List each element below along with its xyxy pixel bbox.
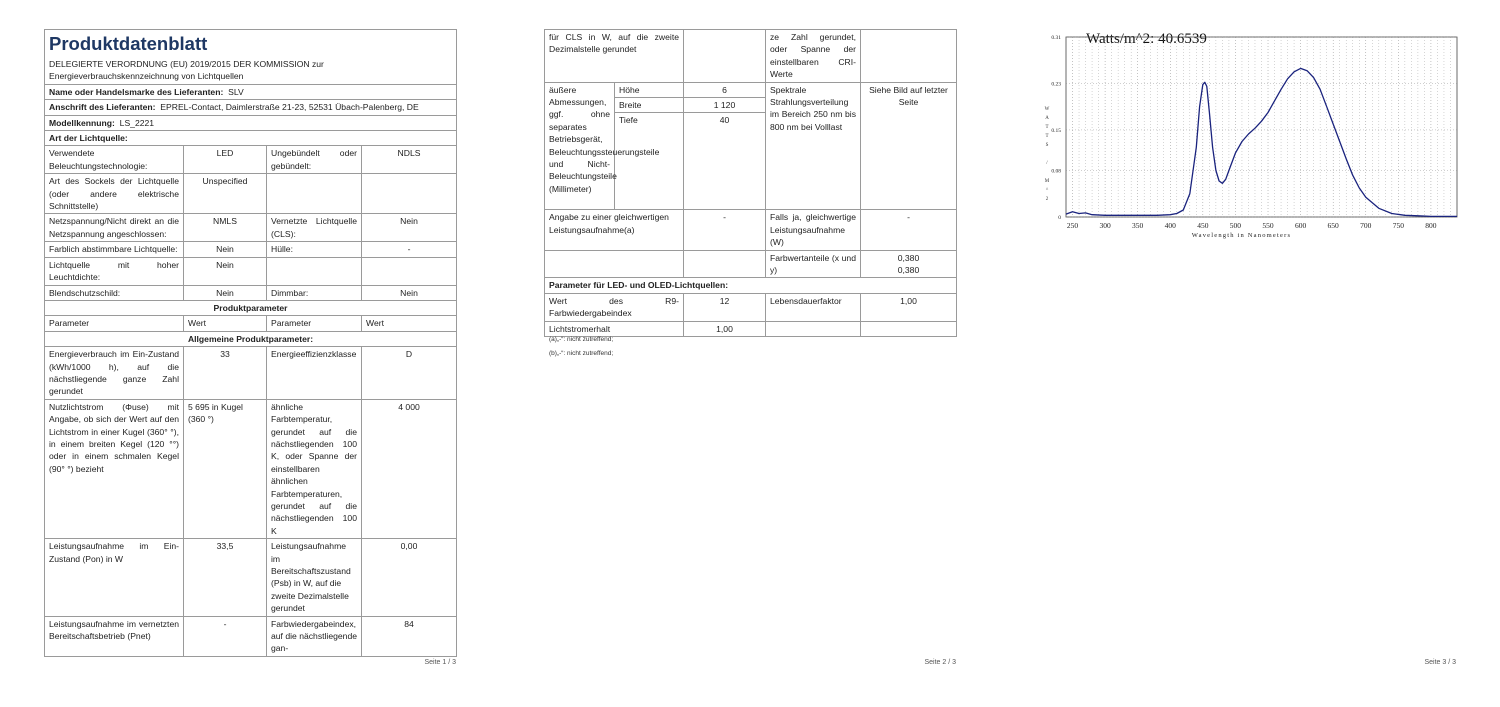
chart-title: Watts/m^2: 40.6539 [1086,31,1207,47]
y-tick-label: 0.15 [1051,127,1061,134]
cell-label: Hülle: [267,242,362,257]
cell-label: Ungebündelt oder gebündelt: [267,146,362,174]
dimension-name: Breite [615,98,684,113]
cell-label: Wert des R9-Farbwiedergabeindex [545,293,684,321]
table-row [45,214,457,242]
supplier-value: SLV [228,86,244,97]
y-axis-label-char: S [1045,143,1049,148]
table-row [45,399,457,538]
column-header: Wert [362,316,457,331]
dimension-name: Tiefe [615,113,684,210]
y-axis-label-char: ^ [1045,188,1049,193]
cell-label: Energieeffizienzklasse [267,347,362,400]
y-tick-label: 0.31 [1051,35,1061,41]
regulation-subtitle: DELEGIERTE VERORDNUNG (EU) 2019/2015 DER KOMMISSION zur Energieverbrauchskennzeichnung von Lichtquellen [45,57,457,84]
supplier-label: Name oder Handelsmarke des Lieferanten: [49,86,224,97]
cell-value: 0,00 [362,539,457,616]
cell-label: ze Zahl gerundet, oder Spanne der einstellbaren CRI-Werte [766,30,861,83]
x-tick-label: 350 [1132,221,1144,230]
chromaticity-values [861,250,957,278]
cell-value: NMLS [184,214,267,242]
cell-value: Nein [184,242,267,257]
chromaticity-y: 0,380 [897,265,920,276]
cell-label: Dimmbar: [267,285,362,300]
spectral-label: Spektrale Strahlungsverteilung im Bereich 250 nm bis 800 nm bei Volllast [766,82,861,210]
x-tick-label: 550 [1262,221,1274,230]
y-axis-label-char: T [1045,134,1049,139]
cell-value: NDLS [362,146,457,174]
x-tick-label: 450 [1197,221,1209,230]
cell-value: LED [184,146,267,174]
address-row [45,100,457,115]
x-tick-label: 300 [1099,221,1111,230]
cell-value [861,30,957,83]
cell-value: Nein [184,257,267,285]
y-tick-label: 0.23 [1051,81,1061,88]
supplier-row [45,84,457,99]
page-number: Seite 1 / 3 [424,659,456,666]
model-label: Modellkennung: [49,117,115,128]
model-row [45,115,457,130]
dimensions-label: äußere Abmessungen, ggf. ohne separates Betriebsgerät, Beleuchtungssteuerungsteile und Nicht-Beleuchtungsteile (Millimeter) [545,82,615,210]
cell-value: - [861,210,957,250]
cell-value: - [684,210,766,250]
table-row [45,285,457,300]
y-axis-label-char: A [1045,116,1049,121]
table-row [45,174,457,214]
cell-label: Lebensdauerfaktor [766,293,861,321]
table-row [545,210,957,250]
equivalent-power-label [545,210,684,250]
y-axis-label-char: 2 [1045,197,1049,202]
cell-value: 12 [684,293,766,321]
cell-value: D [362,347,457,400]
cell-value: 1,00 [861,293,957,321]
cell-value: 5 695 in Kugel (360 °) [184,399,267,538]
column-header: Parameter [267,316,362,331]
cell-label: Vernetzte Lichtquelle (CLS): [267,214,362,242]
product-datasheet-table-p2 [544,29,957,337]
dimension-value: 40 [684,113,766,210]
cell-value [362,257,457,285]
cell-value: Nein [362,214,457,242]
cell-value: 33,5 [184,539,267,616]
cell-label: Energieverbrauch im Ein-Zustand (kWh/1000 h), auf die nächstliegende ganze Zahl gerundet [45,347,184,400]
table-row [545,82,957,97]
cell-label: Leistungsaufnahme im vernetzten Bereitschaftsbetrieb (Pnet) [45,616,184,656]
cell-label: Netzspannung/Nicht direkt an die Netzspannung angeschlossen: [45,214,184,242]
page-2 [500,0,1000,707]
y-tick-label: 0.08 [1051,168,1061,175]
equivalent-power-text: Angabe zu einer gleichwertigen Leistungsaufnahme(a) [549,212,669,235]
x-tick-label: 700 [1360,221,1372,230]
cell-value: 84 [362,616,457,656]
table-row [545,293,957,321]
cell-value: Unspecified [184,174,267,214]
table-row [45,242,457,257]
spectral-distribution-chart [1000,0,1500,260]
x-tick-label: 750 [1392,221,1404,230]
cell-label: Leistungsaufnahme im Ein-Zustand (Pon) in W [45,539,184,616]
table-row [545,250,957,278]
cell-label: für CLS in W, auf die zweite Dezimalstelle gerundet [545,30,684,83]
x-tick-label: 650 [1327,221,1339,230]
cell-value: 1,00 [684,321,766,336]
dimension-name: Höhe [615,82,684,97]
cell-value: 33 [184,347,267,400]
page-number: Seite 3 / 3 [1424,659,1456,666]
page-number: Seite 2 / 3 [924,659,956,666]
y-tick-label: 0 [1058,215,1061,221]
cell-label: Lichtstromerhalt [545,321,684,336]
dimension-value: 6 [684,82,766,97]
page-title: Produktdatenblatt [45,30,457,58]
table-row [545,30,957,83]
cell-value: 4 000 [362,399,457,538]
cell-label: Art des Sockels der Lichtquelle (oder andere elektrische Schnittstelle) [45,174,184,214]
y-axis-label-char: M [1044,179,1050,184]
chromaticity-x: 0,380 [897,252,920,263]
table-row [45,347,457,400]
y-axis-label-char: / [1046,161,1048,166]
footnote-b: (b)„-“: nicht zutreffend; [549,350,614,357]
cell-value: Nein [184,285,267,300]
x-tick-label: 400 [1164,221,1176,230]
cell-value: - [362,242,457,257]
product-parameters-heading: Produktparameter [45,300,457,315]
spectral-value: Siehe Bild auf letzter Seite [861,82,957,210]
chromaticity-label: Farbwertanteile (x und y) [766,250,861,278]
cell-label: ähnliche Farbtemperatur, gerundet auf die nächstliegenden 100 K, oder Spanne der einstellbaren ähnlichen Farbtemperaturen, gerundet auf die nächstliegenden 100 K [267,399,362,538]
cell-label [267,257,362,285]
column-header: Wert [184,316,267,331]
dimension-value: 1 120 [684,98,766,113]
cell-label: Falls ja, gleichwertige Leistungsaufnahme (W) [766,210,861,250]
y-axis-label-char: T [1045,125,1049,130]
table-row [45,539,457,616]
table-row [545,321,957,336]
table-row [45,616,457,656]
cell-value [362,174,457,214]
light-source-type-heading: Art der Lichtquelle: [45,131,457,146]
cell-label: Verwendete Beleuchtungstechnologie: [45,146,184,174]
led-parameters-heading: Parameter für LED- und OLED-Lichtquellen: [545,278,957,293]
cell-label [267,174,362,214]
model-value: LS_2221 [119,117,155,128]
page-1 [0,0,500,707]
column-header: Parameter [45,316,184,331]
cell-value [684,30,766,83]
cell-label: Nutzlichtstrom (Φuse) mit Angabe, ob sich der Wert auf den Lichtstrom in einer Kugel (360° °), in einem breiten Kegel (120 °°) oder in einem schmalen Kegel (90° °) bezieht [45,399,184,538]
address-value: EPREL-Contact, Daimlerstraße 21-23, 52531 Übach-Palenberg, DE [160,102,419,113]
y-axis-label-char: W [1044,107,1050,112]
cell-value: Nein [362,285,457,300]
x-tick-label: 800 [1425,221,1437,230]
x-tick-label: 250 [1066,221,1079,230]
column-header-row [45,316,457,331]
footnote-a: (a)„-“: nicht zutreffend; [549,336,614,343]
cell-label: Farblich abstimmbare Lichtquelle: [45,242,184,257]
x-axis-label: Wavelength in Nanometers [1191,232,1292,239]
page-3 [1000,0,1500,707]
product-datasheet-table-p1 [44,29,457,657]
x-tick-label: 500 [1229,221,1242,230]
table-row [45,146,457,174]
address-label: Anschrift des Lieferanten: [49,102,156,113]
x-tick-label: 600 [1294,221,1307,230]
cell-label: Lichtquelle mit hoher Leuchtdichte: [45,257,184,285]
cell-label: Blendschutzschild: [45,285,184,300]
cell-label: Farbwiedergabeindex, auf die nächstliegende gan- [267,616,362,656]
cell-value: - [184,616,267,656]
table-row [45,257,457,285]
general-parameters-heading: Allgemeine Produktparameter: [45,331,457,346]
cell-label: Leistungsaufnahme im Bereitschaftszustand (Psb) in W, auf die zweite Dezimalstelle gerundet [267,539,362,616]
